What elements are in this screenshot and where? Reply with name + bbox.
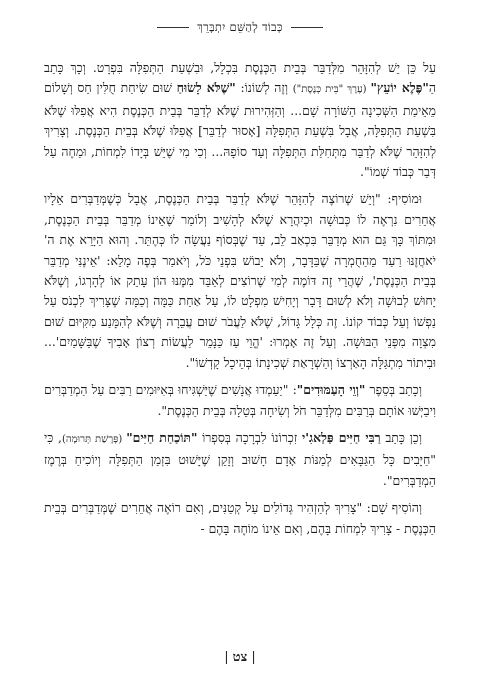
paragraph xyxy=(44,189,436,373)
body-text xyxy=(44,58,436,546)
bold-citation: "פֶּלֶא יוֹעֵץ" xyxy=(370,80,429,96)
text-run: וְזֶה לְשׁוֹנוֹ: xyxy=(235,80,293,96)
bold-citation: רַבִּי חַיִּים פַּלַאגִ'י xyxy=(302,429,381,445)
running-header xyxy=(0,20,480,34)
source-reference: (פָּרָשַׁת תְּרוּמָה) xyxy=(61,433,127,445)
text-run: וּמוֹסִיף: "וְיֵשׁ שֶׁרוֹצֶה לְהִזָּהֵר שֶׁלֹּא לְדַבֵּר בְּבֵית הַכְּנֶסֶת, אֲבָל כְּשֶׁמְּדַבְּרִים אֵלָיו אֲחֵרִים נִרְאֶה לוֹ כְּבוּשָׁה וּכְיִהֲרָא שֶׁלֹּא לְהָשִׁיב וְלוֹמַר שֶׁאֵינוֹ מְדַבֵּר בְּבֵית הַכְּנֶסֶת, וּמִתּוֹךְ כָּךְ גַּם הוּא מְדַבֵּר בִּכְאַב לֵב, עַד שֶׁבְּסוֹף נַעֲשָׂה לוֹ כְּהֶתֵּר. וְהוּא הַיָּרֵא אֶת ה' יֹאחֲזֶנּוּ רַעַד מֵהַחֻמְרָה שֶׁבַּדָּבָר, וְלֹא יֵבוֹשׁ בִּפְנֵי כֹּל, וְיֹאמַר בְּפֶה מָלֵא: 'אֵינֶנִּי מְדַבֵּר בְּבֵית הַכְּנֶסֶת', שֶׁהֲרֵי זֶה דּוֹמֶה לְמִי שֶׁרוֹצִים לְאַבֵּד מִמֶּנּוּ הוֹן עָתֵק אוֹ לְהָרְגוֹ, וְשֶׁלֹּא יָחוּשׁ לְבוּשָׁה וְלֹא לְשׁוּם דָּבָר וְיָחִישׁ מִפְלָט לוֹ, עַל אַחַת כַּמָּה וְכַמָּה שֶׁצָּרִיךְ לִכְנֹס עַל נַפְשׁוֹ וְעַל כְּבוֹד קוֹנוֹ. זֶה כְּלָל גָּדוֹל, שֶׁלֹּא לַעֲבֹר שׁוּם עֲבֵרָה וְשֶׁלֹּא לְהִמָּנַע מִקִּיּוּם שׁוּם מִצְוָה מִפְּנֵי הַבּוּשָׁה. וְעַל זֶה אָמְרוּ: 'הֱוֵי עַז כַּנָּמֵר לַעֲשׂוֹת רְצוֹן אָבִיךָ שֶׁבַּשָּׁמַיִם'... וּבִיתוֹר מִתְגַּלָּה הָאַרְצוֹ וְהַשְׁרָאַת שְׁכִינָתוֹ בְּהֵיכָל קָדְשׁוֹ". xyxy=(44,191,436,370)
paragraph xyxy=(44,58,436,182)
text-run: שׁוּם שִׂיחַת חֻלִּין חַס וְשָׁלוֹם מֵאֵימַת הַשְּׁכִינָה הַשּׁוֹרָה שָׁם... וְהַזְּהִירוּת שֶׁלֹּא לְדַבֵּר בְּבֵית הַכְּנֶסֶת הִיא אֲפִלּוּ שֶׁלֹּא בִּשְׁעַת הַתְּפִלָּה, אֲבָל בִּשְׁעַת הַתְּפִלָּה [אָסוּר לְדַבֵּר] אֲפִלּוּ שֶׁלֹּא בְּבֵית הַכְּנֶסֶת. וְצָרִיךְ לְהִזָּהֵר שֶׁלֹּא לְדַבֵּר מִתְּחִלַּת הַתְּפִלָּה וְעַד סוֹפָהּ... וְכִי מִי שֶׁיֵּשׁ בְּיָדוֹ לִמְחוֹת, וּמַחֶה עַל דְּבַר כְּבוֹד שְׁמוֹ". xyxy=(44,80,436,180)
text-run: וְכֵן כָּתַב xyxy=(380,429,422,445)
paragraph xyxy=(44,498,436,539)
source-reference: (עֶרֶךְ "בֵּית כְּנֶסֶת") xyxy=(292,84,371,96)
paragraph xyxy=(44,428,436,491)
text-run: , כִּי "חַיָּבִים כָּל הַגַּבָּאִים לְמַנּוֹת אָדָם חָשׁוּב וְזָקֵן שֶׁיָּשׁוּט בִּזְמַן הַתְּפִלָּה וְיוֹכִיחַ בְּרֶמֶז הַמְדַבְּרִים". xyxy=(44,429,436,488)
text-run: : "יַעַמְדוּ אֲנָשִׁים שֶׁיַּשְׁגִּיחוּ בְּאִיּוּמִים רַבִּים עַל הַמְדַבְּרִים וִיבַיְּשׁוּ אוֹתָם בְּרַבִּים מִלְּדַבֵּר חֹל וְשִׂיחָה בְּטֵלָה בְּבֵית הַכְּנֶסֶת". xyxy=(44,382,436,418)
text-run: וְכָתַב בְּסֵפֶר xyxy=(365,382,422,398)
paragraph xyxy=(44,380,436,421)
page-number-label: צט xyxy=(232,650,248,665)
text-run: זִכְרוֹנוֹ לִבְרָכָה בְּסִפְרוֹ xyxy=(197,429,302,445)
bold-citation: "תּוֹכַחַת חַיִּים" xyxy=(126,429,198,445)
bold-citation: "שֶׁלֹּא לָשׂוּחַ xyxy=(176,80,236,96)
page-number: |צט| xyxy=(224,650,256,665)
running-header-title: כְּבוֹד לְהַשֵּׁם יִתְבָּרֵךְ xyxy=(197,20,283,34)
bold-citation: "וְוֵי הָעַמּוּדִים" xyxy=(296,382,366,398)
header-rule-left xyxy=(157,27,189,28)
header-rule-right xyxy=(291,27,323,28)
text-run: עַל כֵּן יֵשׁ לְהִזָּהֵר מִלְּדַבֵּר בְּבֵית הַכְּנֶסֶת בִּכְלָל, וּבִשְׁעַת הַתְּפִלָּה בִּפְרָט. וְכָךְ כָּתַב הַ xyxy=(44,60,436,96)
text-run: וְהוֹסִיף שָׁם: "צָרִיךְ לְהַזְהִיר גְּדוֹלִים עַל קְטַנִּים, וְאִם רוֹאֶה אֲחֵרִים שֶׁמְּדַבְּרִים בְּבֵית הַכְּנֶסֶת - צָרִיךְ לִמְחוֹת בָּהֶם, וְאִם אֵינוֹ מוֹחֶה בָּהֶם - xyxy=(44,500,436,536)
